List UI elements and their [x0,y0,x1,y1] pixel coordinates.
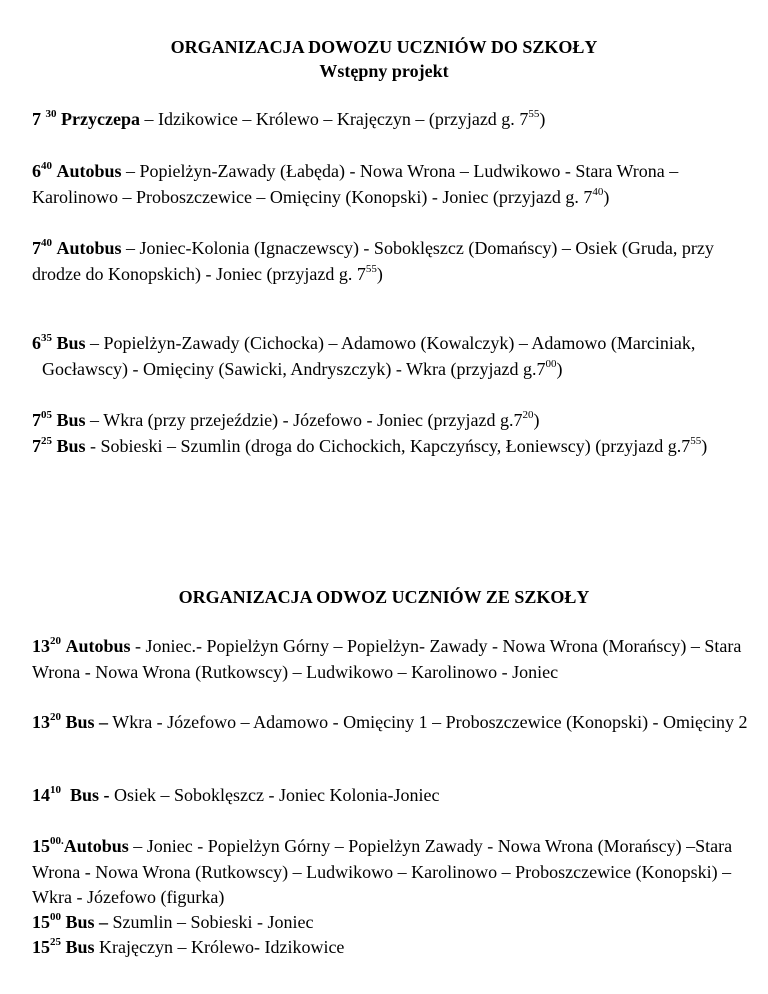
arrival-time: $7^{00}$ [536,357,557,379]
route-text: - Sobieski – Szumlin (droga do Cichockich, Kapczyńscy, Łoniewscy) (przyjazd g. [85,436,682,456]
route-text: – Joniec - Popielżyn Górny – Popielżyn Zawady - Nowa Wrona (Morańscy) –Stara Wrona - Nowa Wrona (Rutkowscy) – Ludwikowo – Karolinowo – Proboszczewice (Konopski) – Wkra - Józefowo (figurka) [32,836,733,907]
departure-time: $15^{00.}$ [32,835,64,856]
route-text: Szumlin – Sobieski - Joniec [108,912,314,932]
vehicle-type: Bus [56,436,86,456]
arrival-time: $7^{55}$ [681,435,702,456]
vehicle-type: Bus - [70,785,110,805]
route-text: – Wkra (przy przejeździe) - Józefowo - Joniec (przyjazd g. [85,410,514,430]
vehicle-type: Autobus [56,238,122,258]
route-text: Osiek – Soboklęszcz - Joniec Kolonia-Joniec [109,785,440,805]
vehicle-type: Autobus [63,836,129,856]
vehicle-type: Autobus [56,161,122,181]
departure-time: $13^{20}$ [32,635,61,656]
schedule-entry-dowoz-6: $7^{25}$ Bus - Sobieski – Szumlin (droga do Cichockich, Kapczyńscy, Łoniewscy) (przyjazd $g.7^{55}$) [32,435,708,456]
route-text: Wkra - Józefowo – Adamowo - Omięciny 1 – Proboszczewice (Konopski) - Omięciny 2 [108,712,748,732]
arrival-time: $7^{40}$ [583,185,604,207]
departure-time: $15^{00}$ [32,911,61,932]
departure-time: $6^{40}$ [32,160,52,181]
departure-time: $6^{35}$ [32,332,52,353]
schedule-entry-odwoz-5 [32,910,748,936]
vehicle-type: Bus [56,333,86,353]
return-section-title: ORGANIZACJA ODWOZ UCZNIÓW ZE SZKOŁY [178,587,590,607]
departure-time: $7^{05}$ [32,409,52,430]
schedule-entry-odwoz-3 [32,783,748,809]
route-text: Krajęczyn – Królewo- Idzikowice [94,937,345,957]
schedule-entry-odwoz-6 [32,935,748,961]
departure-time: $14^{10}$ [32,784,61,805]
route-text: – Popielżyn-Zawady (Łabęda) - Nowa Wrona – Ludwikowo - Stara Wrona – Karolinowo – Proboszczewice – Omięciny (Konopski) - Joniec (przyjazd g. [32,161,679,207]
route-text: – Popielżyn-Zawady (Cichocka) – Adamowo (Kowalczyk) – Adamowo (Marciniak, Gocławscy) - Omięciny (Sawicki, Andryszczyk) - Wkra (przyjazd g. [42,333,696,379]
arrival-time: $7^{55}$ [356,262,377,284]
vehicle-type: Bus [65,937,95,957]
arrival-time: $7^{55}$ [519,108,540,129]
schedule-entry-odwoz-4 [32,834,748,911]
subtitle: Wstępny projekt [319,61,449,81]
schedule-entry-odwoz-2 [32,710,748,736]
schedule-entry-odwoz-1 [32,634,748,685]
departure-time: 7 $^{30}$ [32,108,57,129]
schedule-entry-dowoz-5: $7^{05}$ Bus – Wkra (przy przejeździe) - Józefowo - Joniec (przyjazd $g.7^{20}$) [32,409,540,430]
departure-time: $7^{25}$ [32,435,52,456]
route-text: – Idzikowice – Królewo – Krajęczyn – (przyjazd g. [139,109,520,129]
schedule-entry-dowoz-4: $6^{35}$ Bus – Popielżyn-Zawady (Cichocka) – Adamowo (Kowalczyk) – Adamowo (Marciniak, Gocławscy) - Omięciny (Sawicki, Andryszczyk) - Wkra (przyjazd $g.7^{00}$) [32,332,696,379]
departure-time: $7^{40}$ [32,237,52,258]
vehicle-type: Bus [56,410,86,430]
route-text: – Joniec-Kolonia (Ignaczewscy) - Soboklęszcz (Domańscy) – Osiek (Gruda, przy drodze do Konopskich) - Joniec (przyjazd g. [32,238,714,284]
route-text: - Joniec.- Popielżyn Górny – Popielżyn- Zawady - Nowa Wrona (Morańscy) – Stara Wrona - Nowa Wrona (Rutkowscy) – Ludwikowo – Karolinowo - Joniec [32,636,742,682]
vehicle-type: Bus – [65,912,109,932]
schedule-entry-dowoz-3: $7^{40}$ Autobus – Joniec-Kolonia (Ignaczewscy) - Soboklęszcz (Domańscy) – Osiek (Gruda, przy drodze do Konopskich) - Joniec (przyjazd g. $7^{55}$) [32,237,714,284]
schedule-entry-dowoz-2: $6^{40}$ Autobus – Popielżyn-Zawady (Łabęda) - Nowa Wrona – Ludwikowo - Stara Wrona – Karolinowo – Proboszczewice – Omięciny (Konopski) - Joniec (przyjazd g. $7^{40}$) [32,160,679,207]
departure-time: $13^{20}$ [32,711,61,732]
vehicle-type: Bus – [65,712,109,732]
main-title: ORGANIZACJA DOWOZU UCZNIÓW DO SZKOŁY [170,37,598,57]
schedule-entry-dowoz-1: 7 $^{30}$ Przyczepa – Idzikowice – Królewo – Krajęczyn – (przyjazd g. $7^{55}$) [32,108,546,129]
departure-time: $15^{25}$ [32,936,61,957]
vehicle-type: Przyczepa [61,109,140,129]
arrival-time: $7^{20}$ [513,409,534,430]
vehicle-type: Autobus [65,636,131,656]
